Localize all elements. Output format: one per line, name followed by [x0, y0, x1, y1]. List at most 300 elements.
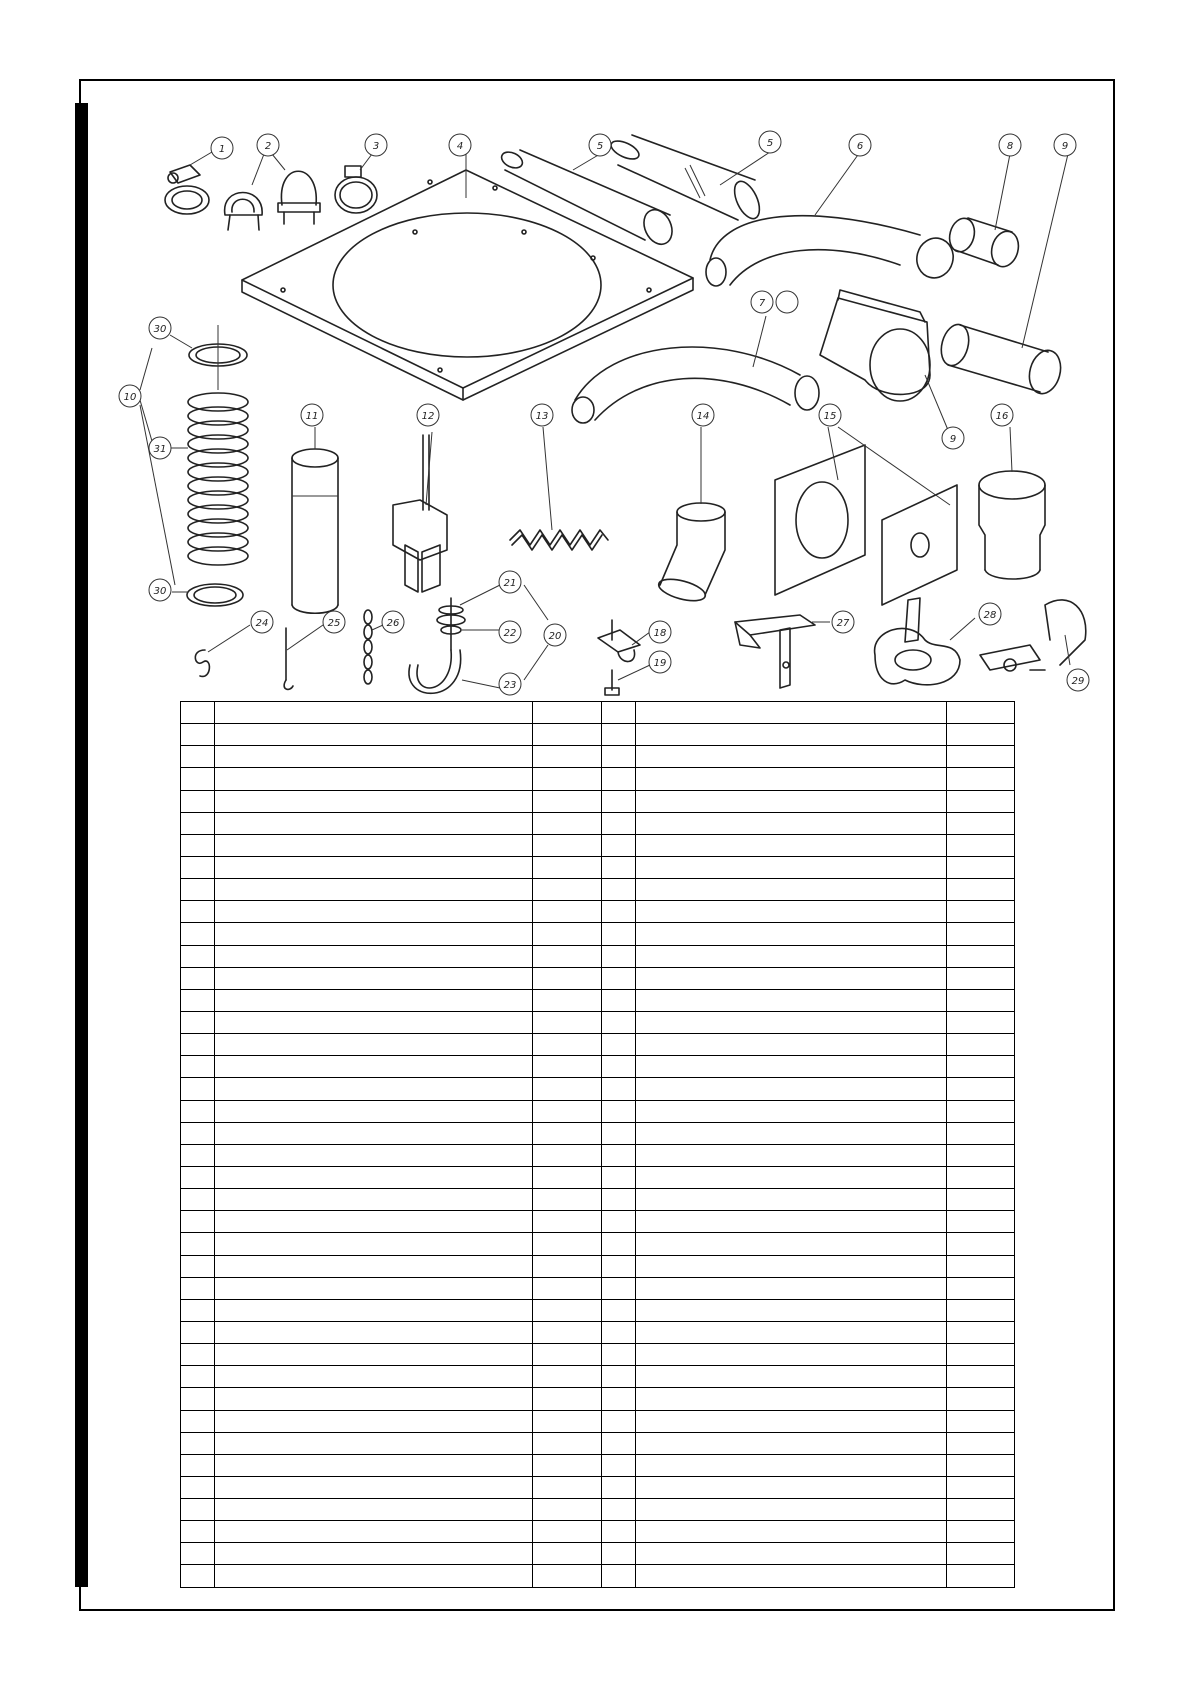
table-cell	[533, 1034, 602, 1056]
table-cell	[215, 1144, 533, 1166]
table-cell	[181, 1299, 215, 1321]
table-cell	[181, 1432, 215, 1454]
table-cell	[636, 901, 947, 923]
table-cell	[181, 1011, 215, 1033]
svg-text:28: 28	[983, 610, 997, 621]
table-cell	[533, 1388, 602, 1410]
table-row	[181, 1233, 1015, 1255]
table-cell	[181, 1454, 215, 1476]
table-cell	[215, 1366, 533, 1388]
svg-text:22: 22	[503, 628, 517, 639]
table-cell	[533, 790, 602, 812]
table-cell	[602, 834, 636, 856]
svg-text:21: 21	[503, 578, 517, 589]
table-cell	[636, 1499, 947, 1521]
table-cell	[947, 746, 1015, 768]
table-cell	[181, 945, 215, 967]
table-cell	[215, 923, 533, 945]
table-cell	[215, 989, 533, 1011]
callout-23	[499, 673, 521, 695]
table-cell	[181, 1476, 215, 1498]
table-cell	[636, 1344, 947, 1366]
table-cell	[602, 923, 636, 945]
table-cell	[215, 790, 533, 812]
table-cell	[215, 1056, 533, 1078]
table-cell	[602, 1166, 636, 1188]
table-row	[181, 1454, 1015, 1476]
table-cell	[636, 1211, 947, 1233]
table-row	[181, 1565, 1015, 1587]
table-cell	[181, 1543, 215, 1565]
svg-text:4: 4	[456, 141, 464, 152]
table-cell	[181, 856, 215, 878]
table-cell	[947, 1499, 1015, 1521]
table-cell	[181, 746, 215, 768]
table-cell	[533, 1011, 602, 1033]
parts-list-body	[181, 702, 1015, 1588]
table-row	[181, 1034, 1015, 1056]
table-cell	[602, 1034, 636, 1056]
table-cell	[533, 1432, 602, 1454]
table-cell	[947, 724, 1015, 746]
table-cell	[636, 1388, 947, 1410]
table-cell	[215, 901, 533, 923]
callout-21	[499, 571, 521, 593]
table-cell	[947, 1122, 1015, 1144]
table-row	[181, 1432, 1015, 1454]
table-cell	[636, 945, 947, 967]
callout-31	[149, 437, 171, 459]
svg-text:30: 30	[153, 586, 167, 597]
table-cell	[636, 856, 947, 878]
table-cell	[947, 1476, 1015, 1498]
table-cell	[181, 1144, 215, 1166]
table-cell	[602, 1454, 636, 1476]
callout-3	[365, 134, 387, 156]
callout-24	[251, 611, 273, 633]
table-cell	[533, 989, 602, 1011]
table-cell	[215, 1476, 533, 1498]
table-cell	[215, 1078, 533, 1100]
table-cell	[181, 1233, 215, 1255]
table-row	[181, 1321, 1015, 1343]
table-cell	[181, 1078, 215, 1100]
table-cell	[636, 1366, 947, 1388]
table-cell	[181, 768, 215, 790]
table-row	[181, 1211, 1015, 1233]
svg-text:7: 7	[758, 298, 766, 309]
table-row	[181, 1543, 1015, 1565]
table-cell	[602, 1211, 636, 1233]
table-cell	[215, 746, 533, 768]
svg-text:15: 15	[823, 411, 837, 422]
table-cell	[533, 1565, 602, 1587]
table-cell	[533, 1499, 602, 1521]
table-cell	[533, 724, 602, 746]
callout-bubbles	[119, 131, 1089, 695]
table-cell	[602, 1410, 636, 1432]
table-cell	[533, 702, 602, 724]
part-26-chain	[364, 610, 383, 684]
table-cell	[602, 1078, 636, 1100]
table-cell	[947, 945, 1015, 967]
table-cell	[533, 1521, 602, 1543]
table-cell	[636, 1144, 947, 1166]
table-row	[181, 1144, 1015, 1166]
table-cell	[947, 1144, 1015, 1166]
part-8-sleeve	[937, 154, 1068, 397]
table-cell	[947, 790, 1015, 812]
table-cell	[181, 967, 215, 989]
table-cell	[947, 1432, 1015, 1454]
part-13-spring	[510, 427, 608, 550]
table-cell	[533, 834, 602, 856]
table-cell	[636, 1233, 947, 1255]
callout-18	[649, 621, 671, 643]
table-cell	[215, 702, 533, 724]
table-cell	[636, 967, 947, 989]
table-cell	[602, 1432, 636, 1454]
table-cell	[636, 1521, 947, 1543]
table-cell	[215, 1233, 533, 1255]
table-cell	[181, 1499, 215, 1521]
table-cell	[533, 967, 602, 989]
table-cell	[533, 768, 602, 790]
table-cell	[636, 1543, 947, 1565]
callout-6	[849, 134, 871, 156]
callout-30b	[149, 579, 171, 601]
callout-26	[382, 611, 404, 633]
table-cell	[947, 1233, 1015, 1255]
table-cell	[602, 1565, 636, 1587]
table-cell	[636, 1122, 947, 1144]
table-cell	[602, 1366, 636, 1388]
callout-12	[417, 404, 439, 426]
svg-text:9: 9	[949, 434, 957, 445]
table-cell	[533, 856, 602, 878]
table-cell	[602, 1233, 636, 1255]
table-cell	[215, 856, 533, 878]
table-cell	[215, 1211, 533, 1233]
table-header-row	[181, 702, 1015, 724]
callout-2	[257, 134, 279, 156]
svg-text:23: 23	[503, 680, 517, 691]
table-cell	[215, 1388, 533, 1410]
table-cell	[215, 879, 533, 901]
table-cell	[181, 1166, 215, 1188]
table-cell	[533, 1144, 602, 1166]
svg-text:27: 27	[836, 618, 850, 629]
table-cell	[181, 989, 215, 1011]
table-cell	[533, 1166, 602, 1188]
table-cell	[636, 812, 947, 834]
table-cell	[215, 967, 533, 989]
table-cell	[533, 1366, 602, 1388]
table-row	[181, 1122, 1015, 1144]
table-cell	[636, 1255, 947, 1277]
svg-text:24: 24	[255, 618, 269, 629]
callout-9b	[942, 427, 964, 449]
callout-blank	[776, 291, 798, 313]
table-cell	[181, 1211, 215, 1233]
table-cell	[602, 989, 636, 1011]
svg-text:3: 3	[372, 141, 380, 152]
table-cell	[947, 1321, 1015, 1343]
svg-text:6: 6	[856, 141, 864, 152]
table-row	[181, 768, 1015, 790]
table-cell	[181, 724, 215, 746]
table-cell	[533, 1543, 602, 1565]
table-row	[181, 1521, 1015, 1543]
table-cell	[947, 1543, 1015, 1565]
table-cell	[533, 1277, 602, 1299]
table-cell	[636, 790, 947, 812]
table-cell	[602, 1499, 636, 1521]
callout-10	[119, 385, 141, 407]
table-cell	[602, 702, 636, 724]
callout-14	[692, 404, 714, 426]
svg-text:5: 5	[766, 138, 774, 149]
table-cell	[533, 945, 602, 967]
callout-4	[449, 134, 471, 156]
table-cell	[947, 1410, 1015, 1432]
table-cell	[947, 1388, 1015, 1410]
table-cell	[947, 856, 1015, 878]
table-cell	[215, 1189, 533, 1211]
table-row	[181, 812, 1015, 834]
table-cell	[636, 1432, 947, 1454]
table-cell	[636, 702, 947, 724]
table-cell	[602, 1100, 636, 1122]
table-cell	[181, 1122, 215, 1144]
table-cell	[533, 1233, 602, 1255]
parts-list-table	[180, 701, 1015, 1588]
table-cell	[947, 989, 1015, 1011]
part-20-hook-assembly	[409, 585, 548, 693]
table-cell	[533, 1211, 602, 1233]
table-cell	[533, 1122, 602, 1144]
table-cell	[602, 1543, 636, 1565]
table-cell	[215, 1100, 533, 1122]
callout-30a	[149, 317, 171, 339]
table-cell	[533, 746, 602, 768]
table-cell	[215, 1410, 533, 1432]
table-cell	[533, 1255, 602, 1277]
callout-7	[751, 291, 773, 313]
table-row	[181, 879, 1015, 901]
table-cell	[533, 1078, 602, 1100]
part-16-reducer	[979, 427, 1045, 579]
table-cell	[181, 1189, 215, 1211]
table-cell	[947, 1056, 1015, 1078]
table-cell	[533, 812, 602, 834]
svg-text:10: 10	[123, 392, 137, 403]
table-cell	[181, 1521, 215, 1543]
table-cell	[636, 923, 947, 945]
table-cell	[636, 1100, 947, 1122]
table-cell	[947, 901, 1015, 923]
svg-text:5: 5	[596, 141, 604, 152]
table-cell	[533, 1189, 602, 1211]
svg-text:11: 11	[305, 411, 319, 422]
part-3-hose-clamp	[335, 154, 377, 213]
table-cell	[602, 812, 636, 834]
callout-29	[1067, 669, 1089, 691]
callout-19	[649, 651, 671, 673]
part-24-s-hook	[195, 625, 250, 676]
part-15-flashing	[775, 427, 957, 605]
callout-13	[531, 404, 553, 426]
table-cell	[215, 1122, 533, 1144]
table-cell	[215, 1277, 533, 1299]
table-cell	[215, 1344, 533, 1366]
table-cell	[602, 1144, 636, 1166]
svg-text:20: 20	[548, 631, 562, 642]
table-cell	[602, 1521, 636, 1543]
table-cell	[636, 1056, 947, 1078]
table-cell	[602, 1476, 636, 1498]
svg-text:9: 9	[1061, 141, 1069, 152]
svg-text:18: 18	[653, 628, 667, 639]
table-cell	[533, 923, 602, 945]
table-cell	[181, 879, 215, 901]
callout-9a	[1054, 134, 1076, 156]
table-cell	[947, 702, 1015, 724]
table-row	[181, 1189, 1015, 1211]
svg-text:29: 29	[1071, 676, 1085, 687]
table-cell	[602, 901, 636, 923]
table-cell	[636, 724, 947, 746]
table-cell	[215, 834, 533, 856]
table-row	[181, 923, 1015, 945]
callout-5a	[589, 134, 611, 156]
part-18-bracket	[598, 620, 650, 695]
callout-1	[211, 137, 233, 159]
table-cell	[636, 1454, 947, 1476]
table-row	[181, 1388, 1015, 1410]
table-cell	[636, 1277, 947, 1299]
table-cell	[636, 1078, 947, 1100]
table-cell	[636, 1034, 947, 1056]
table-cell	[602, 1189, 636, 1211]
table-row	[181, 901, 1015, 923]
table-cell	[636, 1410, 947, 1432]
callout-28	[979, 603, 1001, 625]
part-4-roof-plate	[242, 154, 693, 400]
callout-25	[323, 611, 345, 633]
table-cell	[636, 1011, 947, 1033]
table-cell	[215, 1034, 533, 1056]
table-cell	[215, 1011, 533, 1033]
table-cell	[602, 1344, 636, 1366]
table-row	[181, 945, 1015, 967]
callout-5b	[759, 131, 781, 153]
table-cell	[533, 1454, 602, 1476]
svg-text:25: 25	[327, 618, 341, 629]
table-cell	[181, 923, 215, 945]
table-cell	[636, 1166, 947, 1188]
table-row	[181, 1410, 1015, 1432]
table-cell	[602, 746, 636, 768]
callout-22	[499, 621, 521, 643]
table-cell	[947, 1034, 1015, 1056]
table-cell	[602, 856, 636, 878]
part-2-u-clamps	[225, 154, 320, 230]
table-cell	[947, 1211, 1015, 1233]
table-row	[181, 967, 1015, 989]
table-cell	[947, 1189, 1015, 1211]
table-cell	[947, 1366, 1015, 1388]
table-row	[181, 1299, 1015, 1321]
table-cell	[181, 1344, 215, 1366]
table-cell	[181, 812, 215, 834]
table-cell	[636, 1189, 947, 1211]
table-cell	[533, 879, 602, 901]
table-row	[181, 989, 1015, 1011]
table-cell	[947, 1454, 1015, 1476]
table-cell	[215, 1499, 533, 1521]
table-cell	[947, 1255, 1015, 1277]
svg-text:2: 2	[264, 141, 272, 152]
part-6-bent-pipe	[706, 152, 958, 286]
svg-text:26: 26	[386, 618, 400, 629]
table-cell	[947, 1011, 1015, 1033]
table-cell	[215, 1432, 533, 1454]
table-cell	[181, 1410, 215, 1432]
svg-text:16: 16	[995, 411, 1009, 422]
table-row	[181, 746, 1015, 768]
table-cell	[636, 1476, 947, 1498]
table-cell	[181, 702, 215, 724]
table-cell	[947, 1100, 1015, 1122]
table-row	[181, 834, 1015, 856]
table-cell	[215, 724, 533, 746]
table-cell	[181, 1565, 215, 1587]
table-cell	[602, 1388, 636, 1410]
table-cell	[215, 1299, 533, 1321]
table-cell	[533, 1410, 602, 1432]
table-row	[181, 1100, 1015, 1122]
part-11-tube	[292, 427, 338, 613]
table-row	[181, 1166, 1015, 1188]
table-cell	[602, 1299, 636, 1321]
table-cell	[181, 901, 215, 923]
callout-16	[991, 404, 1013, 426]
table-cell	[215, 768, 533, 790]
table-cell	[947, 1565, 1015, 1587]
table-cell	[636, 879, 947, 901]
callout-27	[832, 611, 854, 633]
table-cell	[215, 1454, 533, 1476]
svg-text:30: 30	[153, 324, 167, 335]
table-cell	[181, 1321, 215, 1343]
table-cell	[602, 1321, 636, 1343]
part-5-straight-pipes	[499, 135, 770, 249]
table-row	[181, 790, 1015, 812]
table-row	[181, 856, 1015, 878]
table-cell	[181, 1034, 215, 1056]
table-cell	[947, 812, 1015, 834]
table-cell	[181, 1388, 215, 1410]
table-row	[181, 1255, 1015, 1277]
part-1-clamp	[165, 152, 212, 214]
table-cell	[947, 1521, 1015, 1543]
table-cell	[947, 1299, 1015, 1321]
table-cell	[181, 1255, 215, 1277]
table-row	[181, 1366, 1015, 1388]
table-cell	[602, 1056, 636, 1078]
table-cell	[181, 1056, 215, 1078]
